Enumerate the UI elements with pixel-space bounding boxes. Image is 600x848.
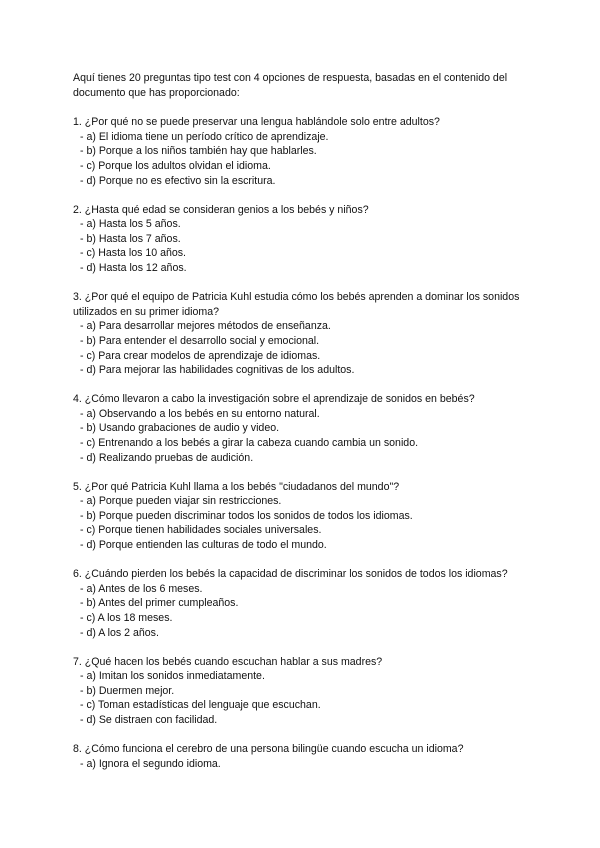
option-d: - d) Porque entienden las culturas de todo el mundo. (80, 539, 327, 552)
option-b: - b) Usando grabaciones de audio y video. (80, 422, 280, 435)
question-3 (73, 290, 543, 378)
option-c: - c) Hasta los 10 años. (80, 247, 186, 260)
option-c: - c) Porque tienen habilidades sociales universales. (80, 524, 322, 537)
option-a: - a) Imitan los sonidos inmediatamente. (80, 670, 265, 683)
option-c: - c) Entrenando a los bebés a girar la cabeza cuando cambia un sonido. (80, 436, 419, 449)
question-text: 4. ¿Cómo llevaron a cabo la investigación sobre el aprendizaje de sonidos en bebés? (73, 393, 475, 406)
question-7 (73, 655, 543, 728)
option-c: - c) Para crear modelos de aprendizaje de idiomas. (80, 349, 321, 362)
option-a: - a) El idioma tiene un período crítico de aprendizaje. (80, 130, 329, 143)
question-1 (73, 115, 543, 188)
question-text: 2. ¿Hasta qué edad se consideran genios a los bebés y niños? (73, 203, 369, 216)
question-6 (73, 567, 543, 640)
option-list (73, 130, 543, 188)
question-2 (73, 203, 543, 276)
option-d: - d) Hasta los 12 años. (80, 262, 187, 275)
question-text: 5. ¿Por qué Patricia Kuhl llama a los bebés "ciudadanos del mundo"? (73, 480, 400, 493)
question-text: 8. ¿Cómo funciona el cerebro de una persona bilingüe cuando escucha un idioma? (73, 743, 464, 756)
option-b: - b) Hasta los 7 años. (80, 232, 181, 245)
option-a: - a) Antes de los 6 meses. (80, 582, 203, 595)
question-text: 3. ¿Por qué el equipo de Patricia Kuhl estudia cómo los bebés aprenden a dominar los sonidos utilizados en su primer idioma? (73, 291, 520, 318)
question-text: 6. ¿Cuándo pierden los bebés la capacidad de discriminar los sonidos de todos los idiomas? (73, 568, 508, 581)
option-d: - d) Para mejorar las habilidades cognitivas de los adultos. (80, 364, 355, 377)
option-b: - b) Para entender el desarrollo social y emocional. (80, 334, 320, 347)
question-5 (73, 480, 543, 553)
option-b: - b) Antes del primer cumpleaños. (80, 597, 239, 610)
option-c: - c) Porque los adultos olvidan el idioma. (80, 159, 271, 172)
option-list (73, 217, 543, 275)
option-b: - b) Porque a los niños también hay que hablarles. (80, 145, 317, 158)
option-c: - c) Toman estadísticas del lenguaje que escuchan. (80, 699, 321, 712)
option-d: - d) Se distraen con facilidad. (80, 713, 218, 726)
option-d: - d) A los 2 años. (80, 626, 159, 639)
question-text: 7. ¿Qué hacen los bebés cuando escuchan hablar a sus madres? (73, 655, 383, 668)
option-a: - a) Ignora el segundo idioma. (80, 757, 221, 770)
option-a: - a) Porque pueden viajar sin restricciones. (80, 495, 282, 508)
option-d: - d) Porque no es efectivo sin la escritura. (80, 174, 276, 187)
option-list (73, 319, 543, 377)
intro-paragraph: Aquí tienes 20 preguntas tipo test con 4 opciones de respuesta, basadas en el contenido del documento que has proporcionado: (73, 72, 508, 99)
option-list (73, 582, 543, 640)
option-list (73, 757, 543, 772)
option-list (73, 669, 543, 727)
option-b: - b) Duermen mejor. (80, 684, 175, 697)
question-4 (73, 392, 543, 465)
question-text: 1. ¿Por qué no se puede preservar una lengua hablándole solo entre adultos? (73, 116, 440, 129)
document-content (73, 71, 543, 786)
option-a: - a) Observando a los bebés en su entorno natural. (80, 407, 320, 420)
option-list (73, 407, 543, 465)
question-8 (73, 742, 543, 771)
option-b: - b) Porque pueden discriminar todos los sonidos de todos los idiomas. (80, 509, 413, 522)
option-d: - d) Realizando pruebas de audición. (80, 451, 254, 464)
option-a: - a) Para desarrollar mejores métodos de enseñanza. (80, 320, 331, 333)
option-c: - c) A los 18 meses. (80, 611, 173, 624)
option-a: - a) Hasta los 5 años. (80, 218, 181, 231)
option-list (73, 494, 543, 552)
